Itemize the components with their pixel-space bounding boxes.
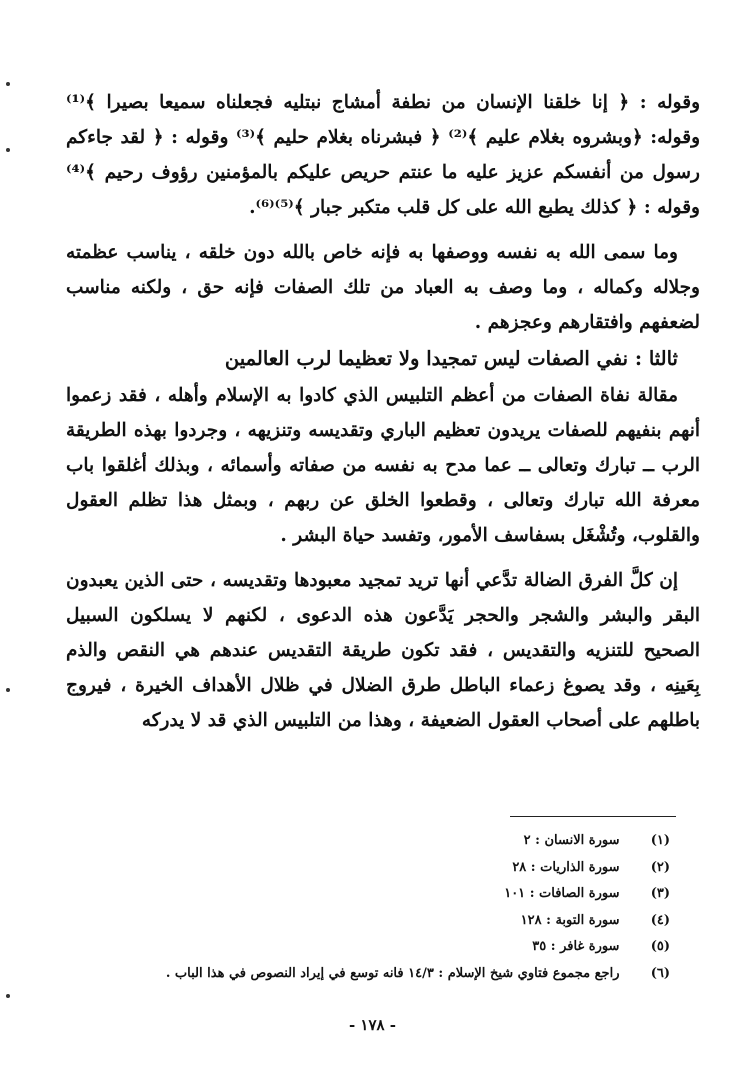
footnote-number: (١) bbox=[650, 833, 670, 848]
footnote-text: سورة التوبة : ١٢٨ bbox=[520, 912, 620, 928]
footnote-number: (٤) bbox=[650, 912, 670, 928]
footnote-text: سورة غافر : ٣٥ bbox=[532, 939, 620, 954]
footnote-number: (٦) bbox=[650, 965, 670, 981]
footnote-text: سورة الانسان : ٢ bbox=[523, 833, 620, 848]
footnote-text: سورة الذاريات : ٢٨ bbox=[512, 859, 620, 875]
footnote-number: (٣) bbox=[650, 886, 670, 901]
margin-mark bbox=[6, 688, 10, 692]
footnote-text: راجع مجموع فتاوي شيخ الإسلام : ١٤/٣ فانه توسع في إيراد النصوص في هذا الباب . bbox=[165, 965, 620, 981]
footnote bbox=[150, 934, 670, 961]
footnote bbox=[150, 908, 670, 935]
margin-mark bbox=[6, 994, 10, 998]
margin-mark bbox=[6, 148, 10, 152]
footnote bbox=[150, 855, 670, 882]
paragraph-misguided-sects: إن كلَّ الفرق الضالة تدَّعي أنها تريد تمجيد معبودها وتقديسه ، حتى الذين يعبدون البقر والبشر والشجر والحجر يَدَّعون هذه الدعوى ، لكنهم لا يسلكون السبيل الصحيح للتنزيه والتقديس ، فقد تكون طريقة التقديس عندهم هي النقص والذم بِعَينِه ، وقد يصوغ زعماء الباطل طرق الضلال في ظلال الأهداف الخيرة ، فيروج باطلهم على أصحاب العقول الضعيفة ، وهذا من التلبيس الذي قد لا يدركه bbox=[66, 570, 700, 731]
margin-mark bbox=[6, 82, 10, 86]
section-heading: ثالثا : نفي الصفات ليس تمجيدا ولا تعظيما لرب العالمين bbox=[224, 347, 678, 370]
paragraph-attributes: وما سمى الله به نفسه ووصفها به فإنه خاص بالله دون خلقه ، يناسب عظمته وجلاله وكماله ، وما وصف به العباد من تلك الصفات فإنه حق ، ولكنه مناسب لضعفهم وافتقارهم وعجزهم . bbox=[66, 242, 700, 333]
paragraph-negation: مقالة نفاة الصفات من أعظم التلبيس الذي كادوا به الإسلام وأهله ، فقد زعموا أنهم بنفيهم للصفات يريدون تعظيم الباري وتقديسه وتنزيهه ، وجردوا بهذه الطريقة الرب ــ تبارك وتعالى ــ عما مدح به نفسه من صفاته وأسمائه ، وبذلك أغلقوا باب معرفة الله تبارك وتعالى ، وقطعوا الخلق عن ربهم ، وبمثل هذا تظلم العقول والقلوب، وتُشْغَل بسفاسف الأمور، وتفسد حياة البشر . bbox=[66, 385, 700, 546]
footnote-separator bbox=[510, 816, 676, 817]
footnote-number: (٥) bbox=[650, 939, 670, 954]
footnote bbox=[150, 881, 670, 908]
footnote-number: (٢) bbox=[650, 859, 670, 875]
footnotes bbox=[150, 828, 670, 987]
paragraph-quran-quotes: وقوله : ﴿ إنا خلقنا الإنسان من نطفة أمشاج نبتليه فجعلناه سميعا بصيرا ﴾⁽¹⁾ وقوله: ﴿وبشروه بغلام عليم ﴾⁽²⁾ ﴿ فبشرناه بغلام حليم ﴾⁽³⁾ وقوله : ﴿ لقد جاءكم رسول من أنفسكم عزيز عليه ما عنتم حريص عليكم بالمؤمنين رؤوف رحيم ﴾⁽⁴⁾ وقوله : ﴿ كذلك يطبع الله على كل قلب متكبر جبار ﴾⁽⁵⁾⁽⁶⁾. bbox=[66, 92, 701, 218]
footnote-text: سورة الصافات : ١٠١ bbox=[504, 886, 620, 901]
footnote bbox=[150, 961, 670, 988]
page-number: - ١٧٨ - bbox=[348, 1016, 397, 1034]
main-text bbox=[66, 85, 700, 738]
footnote bbox=[150, 828, 670, 855]
